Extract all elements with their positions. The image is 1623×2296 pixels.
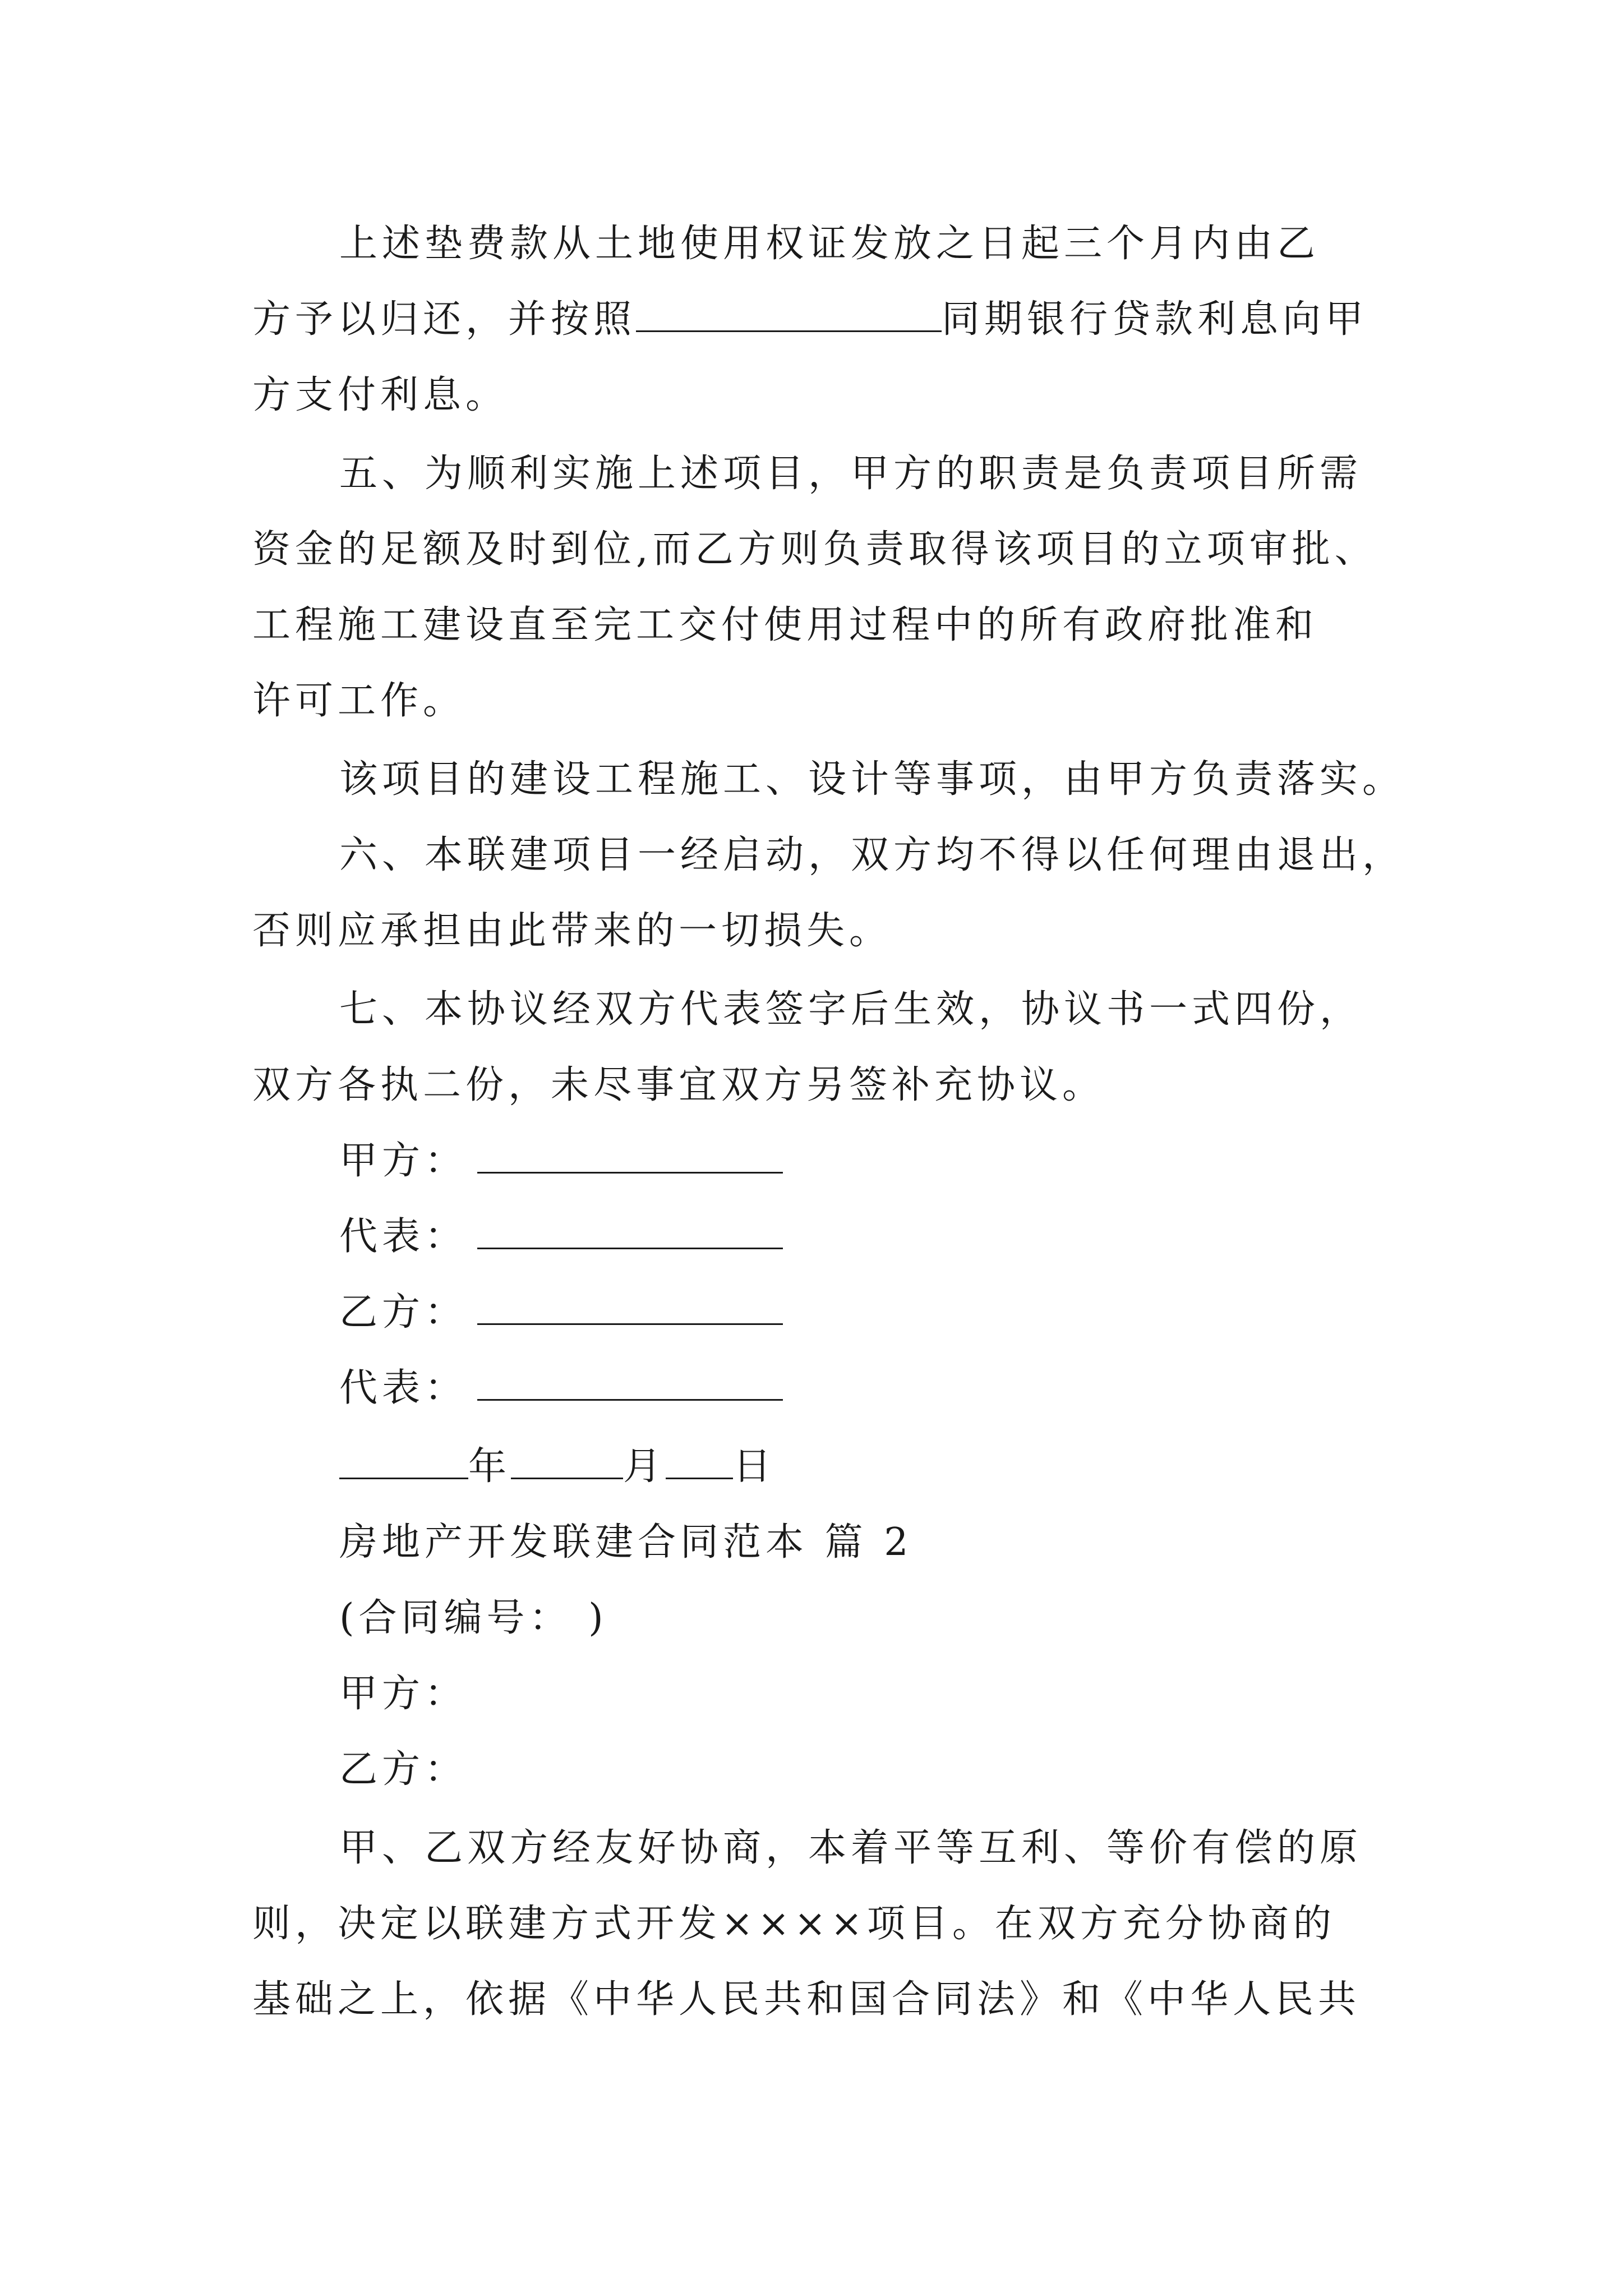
contract-number: (合同编号： ) xyxy=(339,1596,608,1640)
date-line xyxy=(339,1439,776,1495)
sig-rep-a-blank xyxy=(477,1213,783,1249)
sig-rep-b-blank xyxy=(477,1364,783,1401)
para2-line4: 许可工作。 xyxy=(252,679,466,723)
para1-line2-a: 方予以归还，并按照 xyxy=(252,297,637,342)
para1-line2 xyxy=(252,292,1368,348)
para2-line3: 工程施工建设直至完工交付使用过程中的所有政府批准和 xyxy=(252,603,1318,647)
para4-line1: 六、本联建项目一经启动，双方均不得以任何理由退出， xyxy=(339,833,1405,877)
section2-title: 房地产开发联建合同范本 篇 2 xyxy=(339,1520,913,1565)
para4-line2: 否则应承担由此带来的一切损失。 xyxy=(252,909,892,953)
month-blank xyxy=(511,1444,623,1479)
sig-party-a-blank xyxy=(477,1137,783,1174)
para1-line1: 上述垫费款从土地使用权证发放之日起三个月内由乙 xyxy=(339,222,1320,266)
day-label: 日 xyxy=(733,1444,776,1489)
sig-party-b xyxy=(339,1285,783,1341)
sig-party-a-label: 甲方： xyxy=(339,1139,468,1183)
month-label: 月 xyxy=(623,1444,666,1489)
para1-line2-b: 同期银行贷款利息向甲 xyxy=(942,297,1368,342)
intro-line3: 基础之上，依据《中华人民共和国合同法》和《中华人民共 xyxy=(252,1977,1361,2022)
para3-line1: 该项目的建设工程施工、设计等事项，由甲方负责落实。 xyxy=(339,757,1405,802)
para5-line1: 七、本协议经双方代表签字后生效，协议书一式四份， xyxy=(339,987,1363,1032)
sig-party-b-blank xyxy=(477,1289,783,1325)
sig-rep-a xyxy=(339,1209,783,1265)
para5-line2: 双方各执二份，未尽事宜双方另签补充协议。 xyxy=(252,1063,1105,1107)
day-blank xyxy=(666,1444,733,1479)
intro-line1: 甲、乙双方经友好协商，本着平等互利、等价有偿的原 xyxy=(339,1826,1363,1870)
para2-line1: 五、为顺利实施上述项目，甲方的职责是负责项目所需 xyxy=(339,452,1363,496)
section2-party-b: 乙方： xyxy=(339,1747,468,1792)
year-label: 年 xyxy=(468,1444,511,1489)
sig-rep-b xyxy=(339,1360,783,1416)
rate-blank xyxy=(636,297,942,332)
sig-rep-a-label: 代表： xyxy=(339,1214,468,1259)
para1-line3: 方支付利息。 xyxy=(252,373,509,417)
sig-party-b-label: 乙方： xyxy=(339,1290,468,1335)
para2-line2: 资金的足额及时到位,而乙方则负责取得该项目的立项审批、 xyxy=(252,527,1377,572)
intro-line2: 则，决定以联建方式开发××××项目。在双方充分协商的 xyxy=(252,1902,1336,1946)
section2-party-a: 甲方： xyxy=(339,1672,468,1716)
sig-rep-b-label: 代表： xyxy=(339,1366,468,1410)
year-blank xyxy=(339,1444,468,1479)
sig-party-a xyxy=(339,1133,783,1189)
